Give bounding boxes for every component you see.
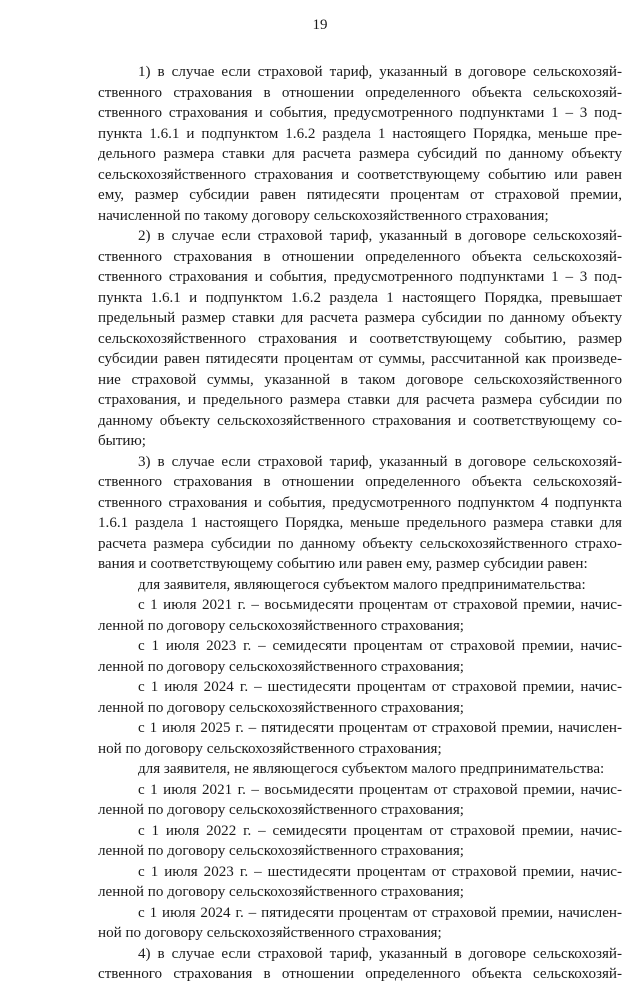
- paragraph: [98, 226, 622, 452]
- text-line: с 1 июля 2023 г. – семидесяти процентам от страховой премии, начис-: [138, 638, 622, 654]
- text-line: ственного страхования и события, предусмотренного подпунктами 1 – 3 под-: [98, 105, 622, 121]
- text-line: 2) в случае если страховой тариф, указанный в договоре сельскохозяй-: [138, 228, 622, 244]
- text-line: ственного страхования в отношении определенного объекта сельскохозяй-: [98, 248, 622, 265]
- paragraph: [98, 944, 622, 985]
- text-line: ленной по договору сельскохозяйственного страхования;: [98, 658, 464, 675]
- text-line: с 1 июля 2024 г. – шестидесяти процентам от страховой премии, начис-: [138, 679, 622, 695]
- text-line: сельскохозяйственного страхования и соответствующему событию или равен: [98, 166, 622, 183]
- text-line: ленной по договору сельскохозяйственного страхования;: [98, 884, 464, 900]
- text-line: ленной по договору сельскохозяйственного страхования;: [98, 617, 464, 634]
- paragraph: [98, 452, 622, 575]
- text-line: ственного страхования в отношении определенного объекта сельскохозяй-: [98, 966, 622, 982]
- text-line: вания и соответствующему событию или равен ему, размер субсидии равен:: [98, 556, 588, 572]
- text-line: с 1 июля 2021 г. – восьмидесяти процентам от страховой премии, начис-: [138, 597, 622, 613]
- paragraph: [98, 903, 622, 944]
- text-line: пункта 1.6.1 и подпунктом 1.6.2 раздела 1 настоящего Порядка, превышает: [98, 289, 622, 306]
- text-line: ственного страхования и события, предусмотренного подпунктами 1 – 3 под-: [98, 269, 622, 285]
- paragraph: [98, 62, 622, 226]
- paragraph: [98, 636, 622, 677]
- page-number: 19: [312, 17, 328, 33]
- paragraph: [98, 677, 622, 718]
- text-line: сельскохозяйственного страхования и соответствующему событию, размер: [98, 330, 622, 347]
- text-line: с 1 июля 2022 г. – семидесяти процентам от страховой премии, начис-: [138, 822, 622, 839]
- text-line: пункта 1.6.1 и подпунктом 1.6.2 раздела 1 настоящего Порядка, меньше пре-: [98, 125, 622, 142]
- text-line: с 1 июля 2023 г. – шестидесяти процентам от страховой премии, начис-: [138, 863, 622, 880]
- text-line: дельного размера ставки для расчета размера субсидий по данному объекту: [98, 146, 622, 162]
- text-line: страхования, и предельного размера ставки для расчета размера субсидии по: [98, 392, 622, 408]
- text-line: 4) в случае если страховой тариф, указанный в договоре сельскохозяй-: [138, 945, 622, 962]
- text-line: ной по договору сельскохозяйственного страхования;: [98, 925, 442, 941]
- text-line: бытию;: [98, 433, 146, 449]
- text-line: с 1 июля 2021 г. – восьмидесяти процентам от страховой премии, начис-: [138, 781, 622, 798]
- text-line: ленной по договору сельскохозяйственного страхования;: [98, 802, 464, 818]
- text-line: данному объекту сельскохозяйственного страхования и соответствующему со-: [98, 412, 622, 429]
- text-line: ленной по договору сельскохозяйственного страхования;: [98, 699, 464, 716]
- paragraph: [98, 862, 622, 903]
- text-line: предельный размер ставки для расчета размера субсидии по данному объекту: [98, 310, 622, 326]
- paragraph: [98, 595, 622, 636]
- text-line: ственного страхования и события, предусмотренного подпунктом 4 подпункта: [98, 494, 622, 511]
- document-body: [98, 62, 622, 985]
- text-line: ние страховой суммы, указанной в таком договоре сельскохозяйственного: [98, 371, 622, 388]
- text-line: расчета размера субсидии по данному объекту сельскохозяйственного страхо-: [98, 535, 622, 552]
- text-line: ной по договору сельскохозяйственного страхования;: [98, 740, 442, 757]
- text-line: начисленной по такому договору сельскохозяйственного страхования;: [98, 207, 549, 224]
- paragraph: [98, 575, 622, 596]
- text-line: 3) в случае если страховой тариф, указанный в договоре сельскохозяй-: [138, 453, 622, 470]
- paragraph: [98, 718, 622, 759]
- paragraph: [98, 759, 622, 780]
- text-line: с 1 июля 2024 г. – пятидесяти процентам от страховой премии, начислен-: [138, 904, 622, 921]
- text-line: ственного страхования в отношении определенного объекта сельскохозяй-: [98, 84, 622, 101]
- text-line: 1) в случае если страховой тариф, указанный в договоре сельскохозяй-: [138, 64, 622, 80]
- text-line: ленной по договору сельскохозяйственного страхования;: [98, 843, 464, 859]
- text-line: ему, размер субсидии равен пятидесяти процентам от страховой премии,: [98, 187, 622, 203]
- text-line: с 1 июля 2025 г. – пятидесяти процентам от страховой премии, начислен-: [138, 720, 622, 736]
- text-line: субсидии равен пятидесяти процентам от суммы, рассчитанной как произведе-: [98, 351, 622, 367]
- paragraph: [98, 821, 622, 862]
- text-line: 1.6.1 раздела 1 настоящего Порядка, меньше предельного размера ставки для: [98, 515, 622, 531]
- paragraph: [98, 780, 622, 821]
- text-line: ственного страхования в отношении определенного объекта сельскохозяй-: [98, 474, 622, 490]
- text-line: для заявителя, не являющегося субъектом малого предпринимательства:: [138, 761, 605, 777]
- text-line: для заявителя, являющегося субъектом малого предпринимательства:: [138, 576, 586, 593]
